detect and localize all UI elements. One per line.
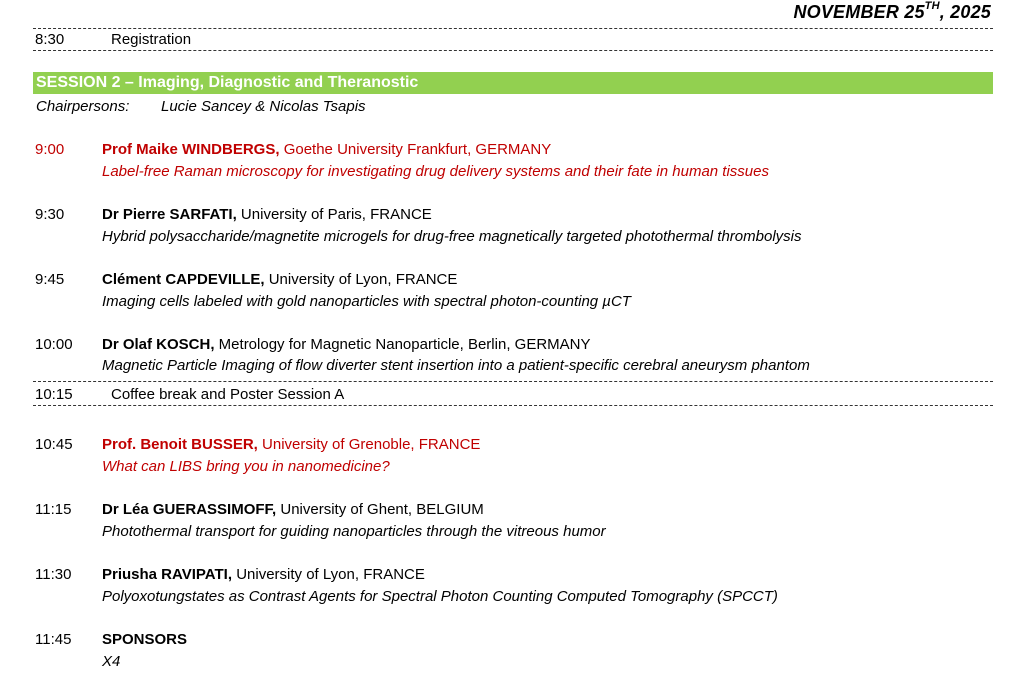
chair-names: Lucie Sancey & Nicolas Tsapis (161, 98, 366, 115)
talk-time: 11:15 (35, 501, 72, 518)
speaker-line: Priusha RAVIPATI, University of Lyon, FRANCE (102, 566, 425, 583)
talk-time: 11:45 (35, 631, 72, 648)
talk-time: 9:00 (35, 141, 65, 158)
chair-label: Chairpersons: (36, 98, 130, 115)
date-heading: NOVEMBER 25TH, 2025 (793, 0, 991, 22)
break-label: Coffee break and Poster Session A (111, 386, 345, 403)
talk-title: What can LIBS bring you in nanomedicine? (102, 458, 390, 475)
talk-time: 10:45 (35, 436, 73, 453)
divider (33, 381, 993, 382)
break-time: 10:15 (35, 386, 73, 403)
speaker-line: Clément CAPDEVILLE, University of Lyon, FRANCE (102, 271, 458, 288)
registration-label: Registration (111, 31, 192, 48)
talk-time: 10:00 (35, 336, 73, 353)
talk-time: 9:45 (35, 271, 65, 288)
speaker-line: Dr Léa GUERASSIMOFF, University of Ghent, BELGIUM (102, 501, 484, 518)
speaker-line: Prof. Benoit BUSSER, University of Grenoble, FRANCE (102, 436, 481, 453)
registration-time: 8:30 (35, 31, 65, 48)
speaker-line: Dr Pierre SARFATI, University of Paris, FRANCE (102, 206, 432, 223)
divider (33, 28, 993, 29)
speaker-line: SPONSORS (102, 631, 188, 648)
talk-title: Hybrid polysaccharide/magnetite microgels for drug-free magnetically targeted photothermal thrombolysis (102, 228, 802, 245)
talk-title: Label-free Raman microscopy for investigating drug delivery systems and their fate in human tissues (102, 163, 769, 180)
divider (33, 50, 993, 51)
session-title: SESSION 2 – Imaging, Diagnostic and Theranostic (33, 72, 993, 94)
talk-time: 9:30 (35, 206, 65, 223)
speaker-line: Prof Maike WINDBERGS, Goethe University Frankfurt, GERMANY (102, 141, 552, 158)
speaker-line: Dr Olaf KOSCH, Metrology for Magnetic Nanoparticle, Berlin, GERMANY (102, 336, 591, 353)
divider (33, 405, 993, 406)
talk-title: Magnetic Particle Imaging of flow diverter stent insertion into a patient-specific cerebral aneurysm phantom (102, 357, 810, 374)
talk-title: Polyoxotungstates as Contrast Agents for Spectral Photon Counting Computed Tomography (SPCCT) (102, 588, 778, 605)
talk-time: 11:30 (35, 566, 72, 583)
talk-title: Photothermal transport for guiding nanoparticles through the vitreous humor (102, 523, 606, 540)
talk-title: Imaging cells labeled with gold nanoparticles with spectral photon-counting µCT (102, 293, 631, 310)
talk-title: X4 (102, 653, 121, 670)
